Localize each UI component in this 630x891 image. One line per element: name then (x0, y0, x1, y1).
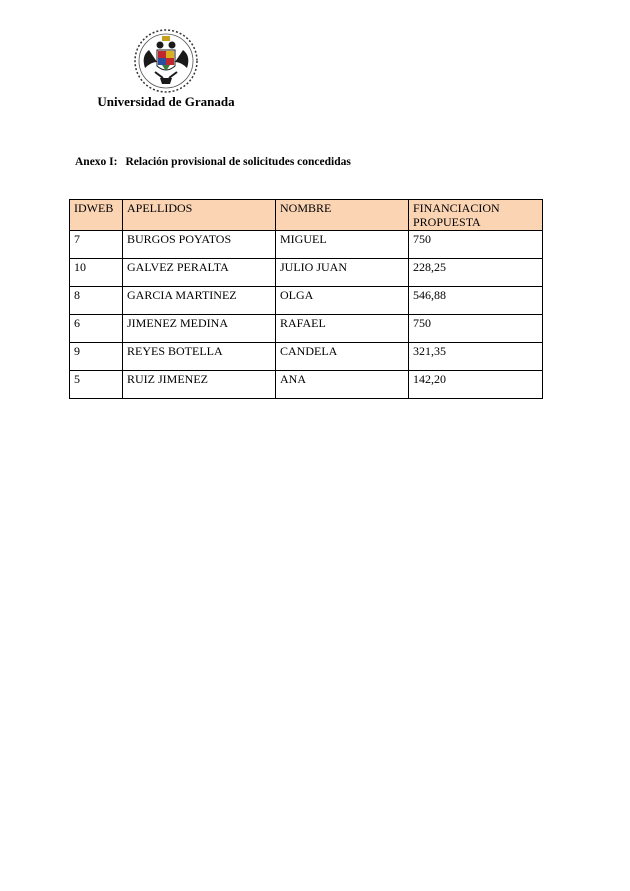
cell-nombre: OLGA (276, 287, 409, 315)
cell-nombre: CANDELA (276, 343, 409, 371)
cell-apellidos: JIMENEZ MEDINA (123, 315, 276, 343)
cell-apellidos: GARCIA MARTINEZ (123, 287, 276, 315)
cell-financiacion: 750 (409, 231, 543, 259)
cell-apellidos: RUIZ JIMENEZ (123, 371, 276, 399)
annex-heading (75, 156, 351, 168)
annex-title: Relación provisional de solicitudes concedidas (125, 156, 351, 168)
cell-idweb: 10 (70, 259, 123, 287)
table-row (70, 231, 543, 259)
cell-financiacion: 142,20 (409, 371, 543, 399)
table-row (70, 343, 543, 371)
cell-financiacion: 546,88 (409, 287, 543, 315)
cell-idweb: 7 (70, 231, 123, 259)
grants-table (69, 199, 543, 399)
table-row (70, 315, 543, 343)
cell-financiacion: 228,25 (409, 259, 543, 287)
cell-nombre: MIGUEL (276, 231, 409, 259)
table-row (70, 287, 543, 315)
column-header-financiacion: FINANCIACION PROPUESTA (409, 200, 543, 231)
cell-apellidos: REYES BOTELLA (123, 343, 276, 371)
column-header-idweb: IDWEB (70, 200, 123, 231)
column-header-apellidos: APELLIDOS (123, 200, 276, 231)
cell-nombre: JULIO JUAN (276, 259, 409, 287)
cell-idweb: 8 (70, 287, 123, 315)
cell-nombre: RAFAEL (276, 315, 409, 343)
university-seal-icon (133, 28, 199, 94)
cell-financiacion: 321,35 (409, 343, 543, 371)
cell-idweb: 6 (70, 315, 123, 343)
table-row (70, 259, 543, 287)
table-row (70, 371, 543, 399)
university-name: Universidad de Granada (97, 94, 235, 109)
cell-apellidos: GALVEZ PERALTA (123, 259, 276, 287)
table-header-row (70, 200, 543, 231)
column-header-nombre: NOMBRE (276, 200, 409, 231)
annex-label: Anexo I: (75, 156, 118, 168)
cell-financiacion: 750 (409, 315, 543, 343)
cell-idweb: 9 (70, 343, 123, 371)
cell-nombre: ANA (276, 371, 409, 399)
cell-idweb: 5 (70, 371, 123, 399)
cell-apellidos: BURGOS POYATOS (123, 231, 276, 259)
